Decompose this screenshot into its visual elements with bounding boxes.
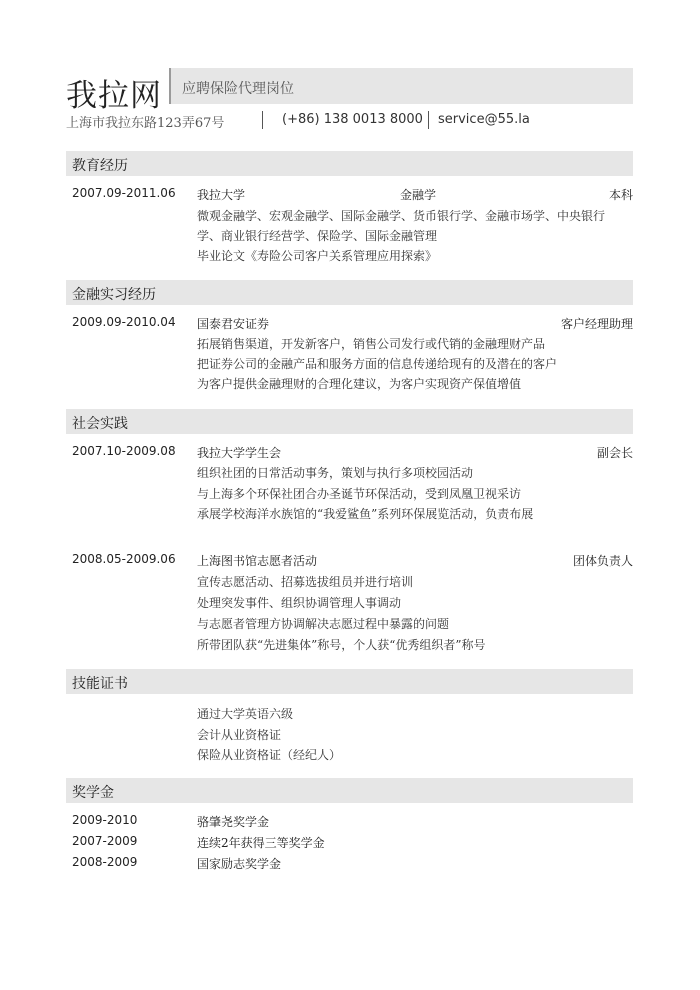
- section-education: [66, 151, 633, 176]
- practice-role: 副会长: [596, 446, 633, 460]
- award-year: 2009-2010: [72, 813, 138, 827]
- practice-line: 与上海多个环保社团合办圣诞节环保活动，受到凤凰卫视采访: [197, 487, 522, 501]
- resume-name: 我拉网: [66, 78, 162, 114]
- section-internship: [66, 280, 633, 305]
- education-line: 学、商业银行经营学、保险学、国际金融管理: [197, 229, 438, 243]
- internship-line: 为客户提供金融理财的合理化建议，为客户实现资产保值增值: [197, 377, 522, 391]
- practice-line: 与志愿者管理方协调解决志愿过程中暴露的问题: [197, 617, 450, 631]
- internship-role: 客户经理助理: [560, 317, 633, 331]
- skill-item: 保险从业资格证（经纪人）: [197, 748, 342, 762]
- internship-date: 2009.09-2010.04: [72, 315, 176, 329]
- award-name: 连续2年获得三等奖学金: [197, 836, 325, 850]
- skill-item: 会计从业资格证: [197, 728, 282, 742]
- practice-line: 所带团队获“先进集体”称号，个人获“优秀组织者”称号: [197, 638, 486, 652]
- divider: [428, 111, 429, 129]
- award-year: 2007-2009: [72, 834, 138, 848]
- section-skills: [66, 669, 633, 694]
- internship-line: 把证券公司的金融产品和服务方面的信息传递给现有的及潜在的客户: [197, 357, 558, 371]
- address: 上海市我拉东路123弄67号: [66, 116, 225, 131]
- practice-line: 组织社团的日常活动事务，策划与执行多项校园活动: [197, 466, 474, 480]
- internship-line: 拓展销售渠道，开发新客户，销售公司发行或代销的金融理财产品: [197, 337, 546, 351]
- practice-line: 处理突发事件、组织协调管理人事调动: [197, 596, 402, 610]
- practice-date: 2008.05-2009.06: [72, 552, 176, 566]
- internship-org: 国泰君安证券: [197, 317, 270, 331]
- education-line: 毕业论文《寿险公司客户关系管理应用探索》: [197, 249, 438, 263]
- section-title: 奖学金: [72, 785, 114, 801]
- education-school: 我拉大学: [197, 188, 246, 202]
- practice-org: 上海图书馆志愿者活动: [197, 554, 318, 568]
- award-name: 骆肇尧奖学金: [197, 815, 270, 829]
- section-practice: [66, 409, 633, 434]
- education-date: 2007.09-2011.06: [72, 186, 176, 200]
- section-title: 社会实践: [72, 416, 128, 432]
- practice-line: 宣传志愿活动、招募选拔组员并进行培训: [197, 575, 414, 589]
- practice-role: 团体负责人: [572, 554, 633, 568]
- job-target-box: [169, 68, 633, 104]
- education-degree: 本科: [608, 188, 633, 202]
- practice-date: 2007.10-2009.08: [72, 444, 176, 458]
- education-major: 金融学: [400, 188, 437, 202]
- phone: (+86) 138 0013 8000: [282, 112, 423, 127]
- skill-item: 通过大学英语六级: [197, 707, 294, 721]
- education-line: 微观金融学、宏观金融学、国际金融学、货币银行学、金融市场学、中央银行: [197, 209, 606, 223]
- section-title: 教育经历: [72, 158, 128, 174]
- section-title: 技能证书: [72, 676, 128, 692]
- email: service@55.la: [438, 112, 530, 127]
- section-title: 金融实习经历: [72, 287, 156, 303]
- practice-org: 我拉大学学生会: [197, 446, 282, 460]
- practice-line: 承展学校海洋水族馆的“我爱鲨鱼”系列环保展览活动，负责布展: [197, 507, 534, 521]
- divider: [262, 111, 263, 129]
- award-name: 国家励志奖学金: [197, 857, 282, 871]
- award-year: 2008-2009: [72, 855, 138, 869]
- job-target: 应聘保险代理岗位: [182, 81, 294, 97]
- section-awards: [66, 778, 633, 803]
